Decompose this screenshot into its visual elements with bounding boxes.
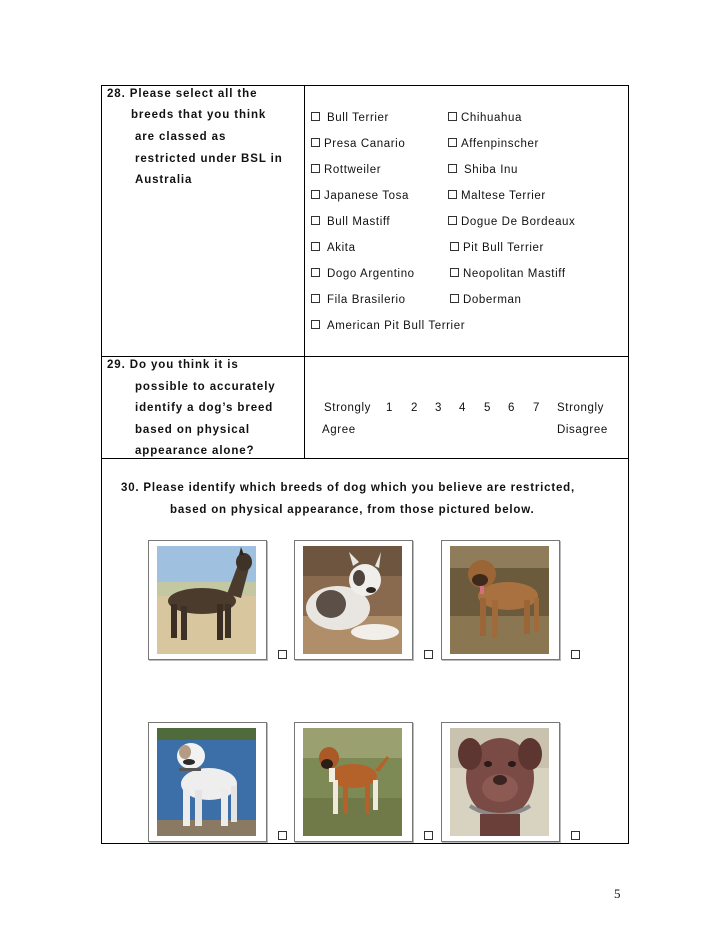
dog-photo-4-image [157,728,256,836]
checkbox[interactable] [311,268,320,277]
q29-scale-4[interactable]: 4 [459,402,466,414]
q28-option-fila-brasilerio[interactable]: Fila Brasilerio [311,294,406,306]
q29-scale-5[interactable]: 5 [484,402,491,414]
dog-photo-6 [441,722,560,842]
q28-option-rottweiler[interactable]: Rottweiler [311,164,381,176]
q28-line-1: 28. Please select all the [107,88,258,100]
q29-line-4: based on physical [135,424,250,436]
q28-option-dogue-de-bordeaux[interactable]: Dogue De Bordeaux [448,216,575,228]
checkbox[interactable] [450,242,459,251]
checkbox[interactable] [311,164,320,173]
q28-option-dogo-argentino[interactable]: Dogo Argentino [311,268,415,280]
q28-line-3: are classed as [135,131,227,143]
q29-left-anchor-strongly: Strongly [324,402,371,414]
checkbox[interactable] [311,138,320,147]
dog-photo-5-checkbox[interactable] [424,831,433,840]
q30-line-2: based on physical appearance, from those pictured below. [170,504,535,516]
q28-option-american-pit-bull-terrier[interactable]: American Pit Bull Terrier [311,320,465,332]
checkbox[interactable] [311,216,320,225]
q29-scale-2[interactable]: 2 [411,402,418,414]
dog-photo-2 [294,540,413,660]
row-divider-28-29 [101,356,629,357]
q28-option-japanese-tosa[interactable]: Japanese Tosa [311,190,409,202]
dog-photo-5 [294,722,413,842]
q29-scale-7[interactable]: 7 [533,402,540,414]
checkbox[interactable] [450,294,459,303]
checkbox[interactable] [311,242,320,251]
dog-photo-6-checkbox[interactable] [571,831,580,840]
dog-photo-2-image [303,546,402,654]
dog-photo-5-image [303,728,402,836]
checkbox[interactable] [448,164,457,173]
dog-photo-2-checkbox[interactable] [424,650,433,659]
q29-line-2: possible to accurately [135,381,276,393]
q28-line-4: restricted under BSL in [135,153,283,165]
checkbox[interactable] [311,190,320,199]
column-divider [304,85,305,459]
table-left-border [101,85,102,844]
dog-photo-3-checkbox[interactable] [571,650,580,659]
q29-scale-3[interactable]: 3 [435,402,442,414]
q29-right-anchor-disagree: Disagree [557,424,608,436]
q30-line-1: 30. Please identify which breeds of dog which you believe are restricted, [121,482,575,494]
q28-line-2: breeds that you think [131,109,267,121]
table-bottom-border [101,843,629,844]
dog-photo-3-image [450,546,549,654]
q29-line-5: appearance alone? [135,445,255,457]
table-right-border [628,85,629,844]
q28-option-shiba-inu[interactable]: Shiba Inu [448,164,518,176]
q28-option-doberman[interactable]: Doberman [450,294,522,306]
q29-line-3: identify a dog’s breed [135,402,274,414]
table-top-border [101,85,629,86]
checkbox[interactable] [311,294,320,303]
q28-option-neopolitan-mastiff[interactable]: Neopolitan Mastiff [450,268,566,280]
dog-photo-3 [441,540,560,660]
q28-option-presa-canario[interactable]: Presa Canario [311,138,405,150]
q29-line-1: 29. Do you think it is [107,359,239,371]
q29-right-anchor-strongly: Strongly [557,402,604,414]
q29-left-anchor-agree: Agree [322,424,356,436]
dog-photo-6-image [450,728,549,836]
checkbox[interactable] [448,190,457,199]
dog-photo-4-checkbox[interactable] [278,831,287,840]
q28-option-maltese-terrier[interactable]: Maltese Terrier [448,190,546,202]
q28-option-akita[interactable]: Akita [311,242,356,254]
checkbox[interactable] [448,138,457,147]
checkbox[interactable] [448,216,457,225]
page-number: 5 [614,886,621,901]
dog-photo-1 [148,540,267,660]
dog-photo-1-image [157,546,256,654]
q28-line-5: Australia [135,174,193,186]
checkbox[interactable] [450,268,459,277]
q28-option-chihuahua[interactable]: Chihuahua [448,112,522,124]
dog-photo-1-checkbox[interactable] [278,650,287,659]
checkbox[interactable] [311,112,320,121]
row-divider-29-30 [101,458,629,459]
q28-option-pit-bull-terrier[interactable]: Pit Bull Terrier [450,242,544,254]
checkbox[interactable] [311,320,320,329]
q29-scale-6[interactable]: 6 [508,402,515,414]
q28-option-bull-mastiff[interactable]: Bull Mastiff [311,216,390,228]
checkbox[interactable] [448,112,457,121]
q29-scale-1[interactable]: 1 [386,402,393,414]
dog-photo-4 [148,722,267,842]
q28-option-affenpinscher[interactable]: Affenpinscher [448,138,539,150]
q28-option-bull-terrier[interactable]: Bull Terrier [311,112,389,124]
